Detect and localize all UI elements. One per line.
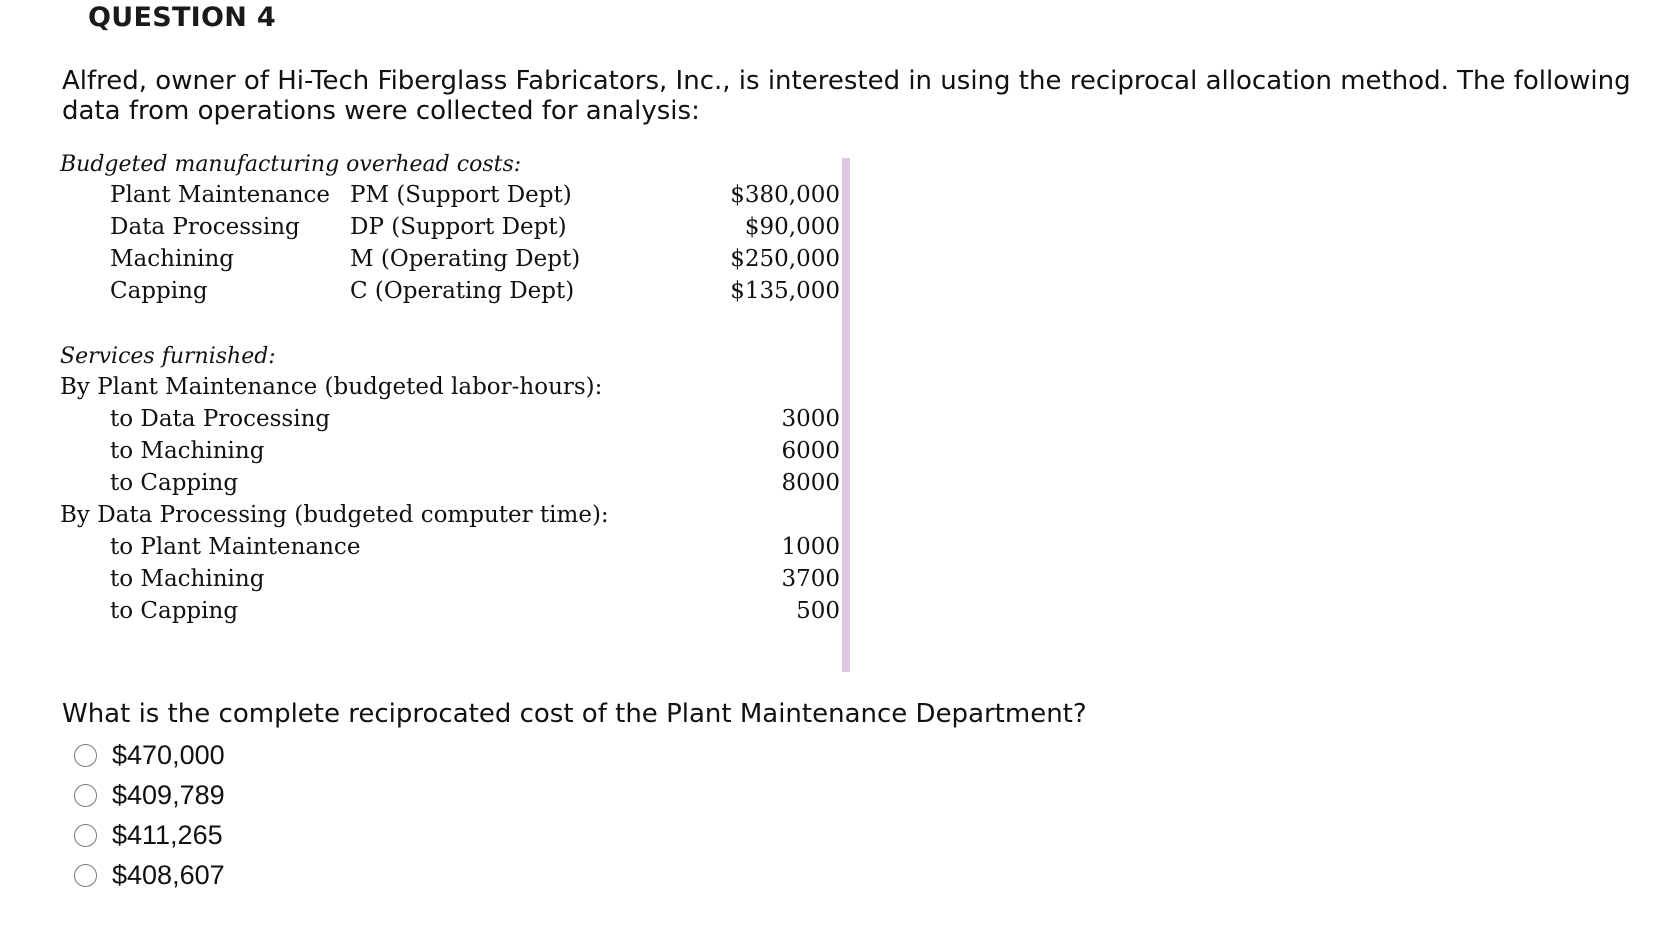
overhead-row	[60, 214, 840, 248]
dp-services-header	[60, 502, 840, 536]
service-row	[60, 470, 840, 504]
answer-option[interactable]	[74, 775, 225, 815]
question-header: QUESTION 4	[88, 2, 276, 33]
service-target: to Capping	[110, 470, 239, 496]
service-row	[60, 566, 840, 600]
answer-option[interactable]	[74, 735, 225, 775]
overhead-row	[60, 182, 840, 216]
overhead-row	[60, 278, 840, 312]
question-intro: Alfred, owner of Hi-Tech Fiberglass Fabricators, Inc., is interested in using the reciprocal allocation method. The following data from operations were collected for analysis:	[62, 66, 1631, 126]
department-code: C (Operating Dept)	[350, 278, 575, 304]
service-value: 3700	[781, 566, 840, 592]
department-name: Data Processing	[110, 214, 300, 240]
service-value: 6000	[781, 438, 840, 464]
department-code: M (Operating Dept)	[350, 246, 581, 272]
overhead-row	[60, 246, 840, 280]
services-section-title: Services furnished:	[60, 344, 276, 369]
service-row	[60, 534, 840, 568]
overhead-amount: $250,000	[730, 246, 840, 272]
radio-button[interactable]	[74, 744, 97, 767]
service-target: to Plant Maintenance	[110, 534, 361, 560]
department-code: DP (Support Dept)	[350, 214, 567, 240]
dp-services-label: By Data Processing (budgeted computer time):	[60, 502, 609, 528]
answer-option[interactable]	[74, 855, 225, 895]
department-name: Capping	[110, 278, 208, 304]
overhead-amount: $135,000	[730, 278, 840, 304]
service-value: 3000	[781, 406, 840, 432]
overhead-amount: $90,000	[744, 214, 840, 240]
option-label[interactable]: $408,607	[112, 859, 225, 890]
service-target: to Data Processing	[110, 406, 331, 432]
option-label[interactable]: $411,265	[112, 819, 223, 850]
department-name: Machining	[110, 246, 235, 272]
answer-options	[74, 735, 225, 895]
service-value: 1000	[781, 534, 840, 560]
question-prompt: What is the complete reciprocated cost of the Plant Maintenance Department?	[62, 699, 1087, 729]
radio-button[interactable]	[74, 784, 97, 807]
panel-divider-bar	[842, 158, 850, 672]
pm-services-label: By Plant Maintenance (budgeted labor-hours):	[60, 374, 603, 400]
option-label[interactable]: $409,789	[112, 779, 225, 810]
service-value: 500	[796, 598, 840, 624]
service-row	[60, 598, 840, 632]
answer-option[interactable]	[74, 815, 225, 855]
service-value: 8000	[781, 470, 840, 496]
data-table-image	[60, 152, 850, 678]
option-label[interactable]: $470,000	[112, 739, 225, 770]
service-target: to Capping	[110, 598, 239, 624]
radio-button[interactable]	[74, 824, 97, 847]
overhead-section-title: Budgeted manufacturing overhead costs:	[60, 152, 522, 177]
department-name: Plant Maintenance	[110, 182, 331, 208]
overhead-amount: $380,000	[730, 182, 840, 208]
service-target: to Machining	[110, 566, 265, 592]
department-code: PM (Support Dept)	[350, 182, 572, 208]
service-row	[60, 406, 840, 440]
service-target: to Machining	[110, 438, 265, 464]
radio-button[interactable]	[74, 864, 97, 887]
pm-services-header	[60, 374, 840, 408]
service-row	[60, 438, 840, 472]
